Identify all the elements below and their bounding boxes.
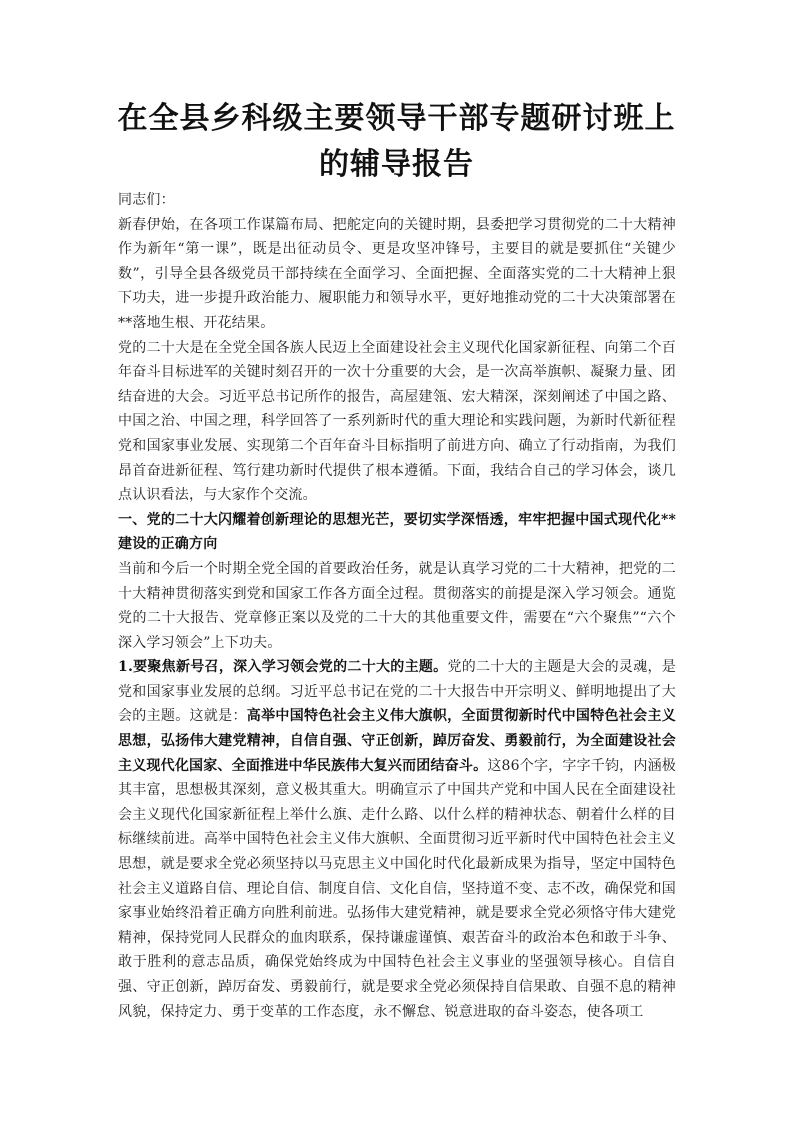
section-heading-1: 一、党的二十大闪耀着创新理论的思想光芒，要切实学深悟透，牢牢把握中国式现代化**建设的正确方向 (118, 511, 676, 553)
paragraph-3: 当前和今后一个时期全党全国的首要政治任务，就是认真学习党的二十大精神，把党的二十大精神贯彻落实到党和国家工作各方面全过程。贯彻落实的前提是深入学习领会。通览党的二十大报告、党章修正案以及党的二十大的其他重要文件，需要在“六个聚焦”“六个深入学习领会”上下功夫。 (118, 560, 676, 651)
paragraph-4 (118, 655, 676, 1024)
paragraph-1: 新春伊始，在各项工作谋篇布局、把舵定向的关键时期，县委把学习贯彻党的二十大精神作为新年“第一课”，既是出征动员令、更是攻坚冲锋号，主要目的就是要抓住“关键少数”，引导全县各级党员干部持续在全面学习、全面把握、全面落实党的二十大精神上狠下功夫，进一步提升政治能力、履职能力和领导水平，更好地推动党的二十大决策部署在**落地生根、开花结果。 (118, 216, 676, 331)
paragraph-4-text-a: 党的二十大的主题是大会的灵魂，是党和国家事业发展的总纲。习近平总书记在党的二十大报告中开宗明义、鲜明地提出了大会的主题。这就是： (118, 659, 677, 725)
salutation: 同志们： (118, 192, 175, 208)
paragraph-4-lead: 1.要聚焦新号召，深入学习领会党的二十大的主题。 (118, 659, 448, 676)
paragraph-4-text-b: 这86个字，字字千钧，内涵极其丰富，思想极其深刻，意义极其重大。明确宣示了中国共产党和中国人民在全面建设社会主义现代化国家新征程上举什么旗、走什么路、以什么样的精神状态、朝着什么样的目标继续前进。高举中国特色社会主义伟大旗帜、全面贯彻习近平新时代中国特色社会主义思想，就是要求全党必须坚持以马克思主义中国化时代化最新成果为指导，坚定中国特色社会主义道路自信、理论自信、制度自信、文化自信，坚持道不变、志不改，确保党和国家事业始终沿着正确方向胜利前进。弘扬伟大建党精神，就是要求全党必须恪守伟大建党精神，保持党同人民群众的血肉联系，保持谦虚谨慎、艰苦奋斗的政治本色和敢于斗争、敢于胜利的意志品质，确保党始终成为中国特色社会主义事业的坚强领导核心。自信自强、守正创新，踔厉奋发、勇毅前行，就是要求全党必须保持自信果敢、自强不息的精神风貌，保持定力、勇于变革的工作态度，永不懈怠、锐意进取的奋斗姿态，使各项工 (118, 757, 676, 1020)
document-title (90, 96, 703, 188)
paragraph-2: 党的二十大是在全党全国各族人民迈上全面建设社会主义现代化国家新征程、向第二个百年奋斗目标进军的关键时刻召开的一次十分重要的大会，是一次高举旗帜、凝聚力量、团结奋进的大会。习近平总书记所作的报告，高屋建瓴、宏大精深，深刻阐述了中国之路、中国之治、中国之理，科学回答了一系列新时代的重大理论和实践问题，为新时代新征程党和国家事业发展、实现第二个百年奋斗目标指明了前进方向、确立了行动指南，为我们昂首奋进新征程、笃行建功新时代提供了根本遵循。下面，我结合自己的学习体会，谈几点认识看法，与大家作个交流。 (118, 339, 676, 504)
paragraph-4-theme: 高举中国特色社会主义伟大旗帜，全面贯彻新时代中国特色社会主义思想，弘扬伟大建党精神，自信自强、守正创新，踔厉奋发、勇毅前行，为全面建设社会主义现代化国家、全面推进中华民族伟大复兴而团结奋斗。 (118, 708, 676, 774)
document-body (118, 188, 676, 1024)
title-line-2: 的辅导报告 (319, 147, 474, 182)
title-line-1: 在全县乡科级主要领导干部专题研讨班上 (117, 101, 676, 136)
